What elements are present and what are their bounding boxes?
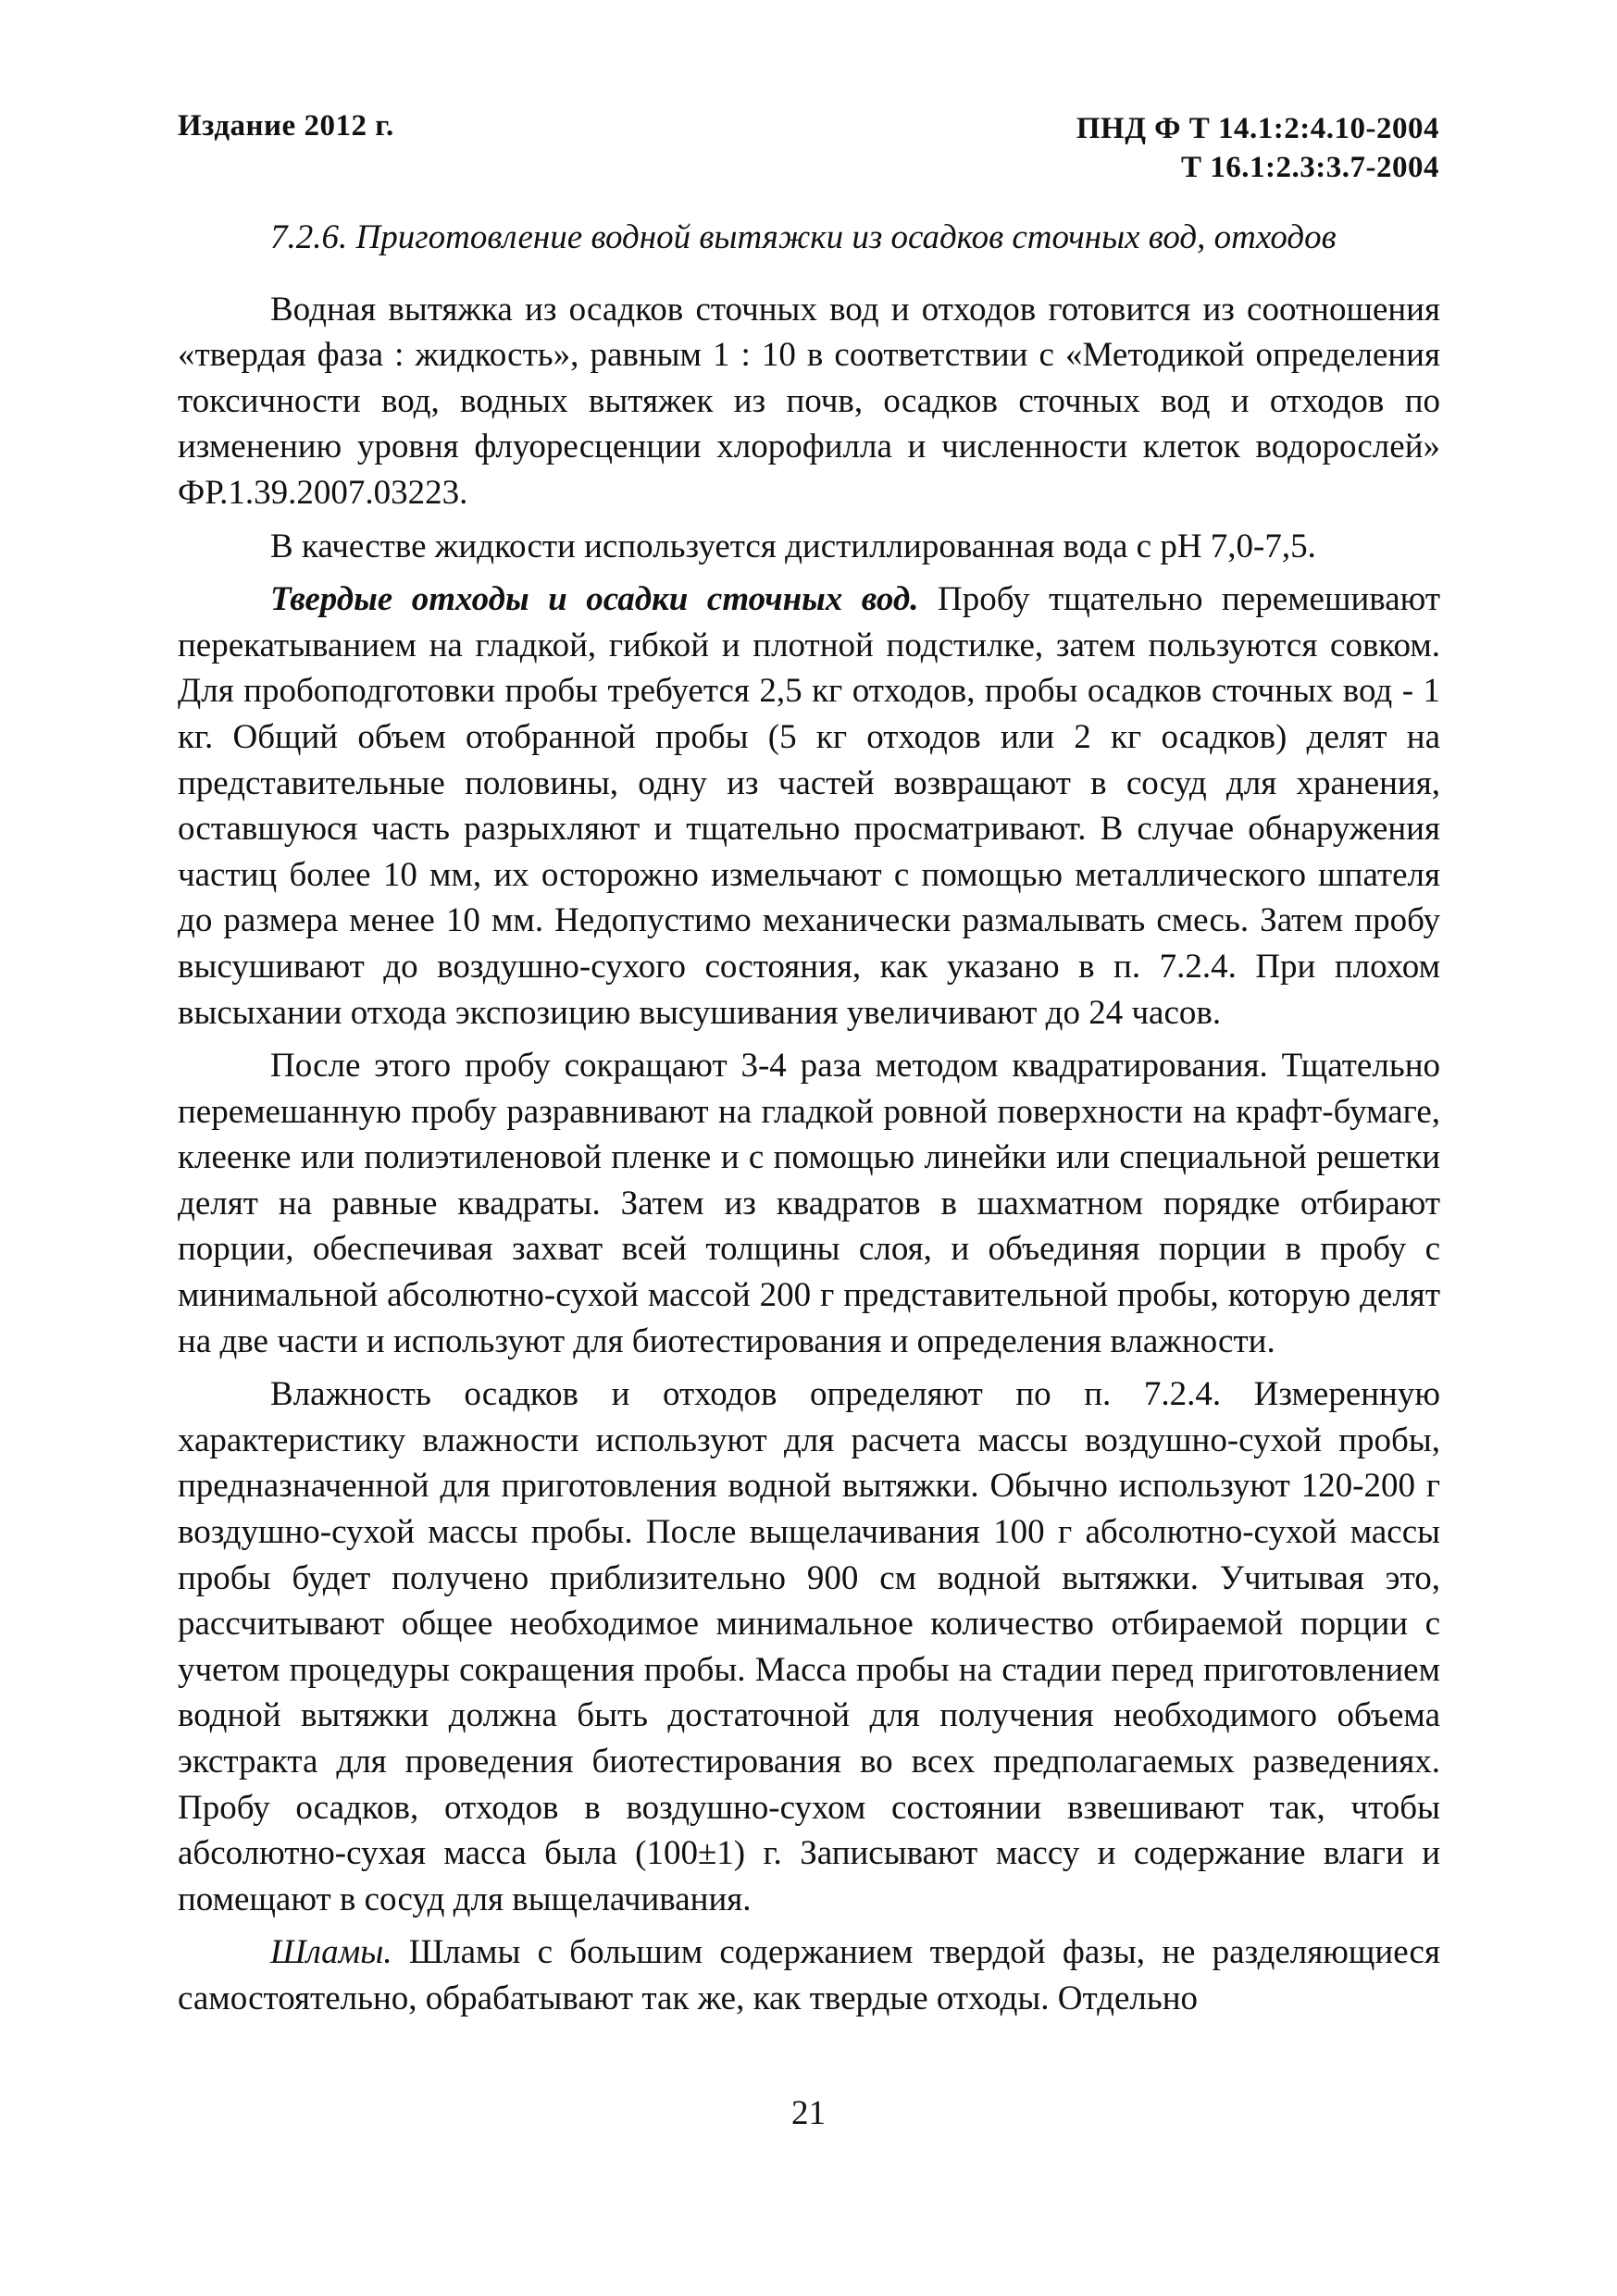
paragraph-solid-waste-text: Пробу тщательно перемешивают перекатыванием на гладкой, гибкой и плотной подстилке, затем пользуются совком. Для пробоподготовки пробы требуется 2,5 кг отходов, пробы осадков сточных вод - 1 кг. Общий объем отобранной пробы (5 кг отходов или 2 кг осадков) делят на представительные половины, одну из частей возвращают в сосуд для хранения, оставшуюся часть разрыхляют и тщательно просматривают. В случае обнаружения частиц более 10 мм, их осторожно измельчают с помощью металлического шпателя до размера менее 10 мм. Недопустимо механически размалывать смесь. Затем пробу высушивают до воздушно-сухого состояния, как указано в п. 7.2.4. При плохом высыхании отхода экспозицию высушивания увеличивают до 24 часов.	[178, 580, 1440, 1032]
section-heading: 7.2.6. Приготовление водной вытяжки из осадков сточных вод, отходов	[270, 218, 1337, 256]
paragraph-solid-waste	[178, 577, 1440, 1036]
page-number: 21	[791, 2094, 826, 2132]
edition-label: Издание 2012 г.	[178, 109, 394, 143]
document-code-line1: ПНД Ф Т 14.1:2:4.10-2004	[1076, 112, 1439, 145]
document-code	[1076, 109, 1439, 187]
paragraph-sludge-text: Шламы с большим содержанием твердой фазы, не разделяющиеся самостоятельно, обрабатывают так же, как твердые отходы. Отдельно	[178, 1933, 1440, 2017]
paragraph-liquid: В качестве жидкости используется дистиллированная вода с рН 7,0-7,5.	[270, 527, 1316, 565]
paragraph-moisture: Влажность осадков и отходов определяют по п. 7.2.4. Измеренную характеристику влажности используют для расчета массы воздушно-сухой пробы, предназначенной для приготовления водной вытяжки. Обычно используют 120-200 г воздушно-сухой массы пробы. После выщелачивания 100 г абсолютно-сухой массы пробы будет получено приблизительно 900 см водной вытяжки. Учитывая это, рассчитывают общее необходимое минимальное количество отбираемой порции с учетом процедуры сокращения пробы. Масса пробы на стадии перед приготовлением водной вытяжки должна быть достаточной для получения необходимого объема экстракта для проведения биотестирования во всех предполагаемых разведениях. Пробу осадков, отходов в воздушно-сухом состоянии взвешивают так, чтобы абсолютно-сухая масса была (100±1) г. Записывают массу и содержание влаги и помещают в сосуд для выщелачивания.	[178, 1375, 1440, 1918]
paragraph-sludge	[178, 1930, 1440, 2021]
document-body	[178, 215, 1440, 2022]
paragraph-quartering: После этого пробу сокращают 3-4 раза методом квадратирования. Тщательно перемешанную пробу разравнивают на гладкой ровной поверхности на крафт-бумаге, клеенке или полиэтиленовой пленке и с помощью линейки или специальной решетки делят на равные квадраты. Затем из квадратов в шахматном порядке отбирают порции, обеспечивая захват всей толщины слоя, и объединяя порции в пробу с минимальной абсолютно-сухой массой 200 г представительной пробы, которую делят на две части и используют для биотестирования и определения влажности.	[178, 1047, 1440, 1360]
paragraph-sludge-lead: Шламы.	[270, 1933, 392, 1972]
paragraph-extract-ratio: Водная вытяжка из осадков сточных вод и отходов готовится из соотношения «твердая фаза : жидкость», равным 1 : 10 в соответствии с «Методикой определения токсичности вод, водных вытяжек из почв, осадков сточных вод и отходов по изменению уровня флуоресценции хлорофилла и численности клеток водорослей» ФР.1.39.2007.03223.	[178, 290, 1440, 512]
paragraph-solid-waste-lead: Твердые отходы и осадки сточных вод.	[270, 580, 919, 619]
document-code-line2: Т 16.1:2.3:3.7-2004	[1181, 151, 1439, 184]
